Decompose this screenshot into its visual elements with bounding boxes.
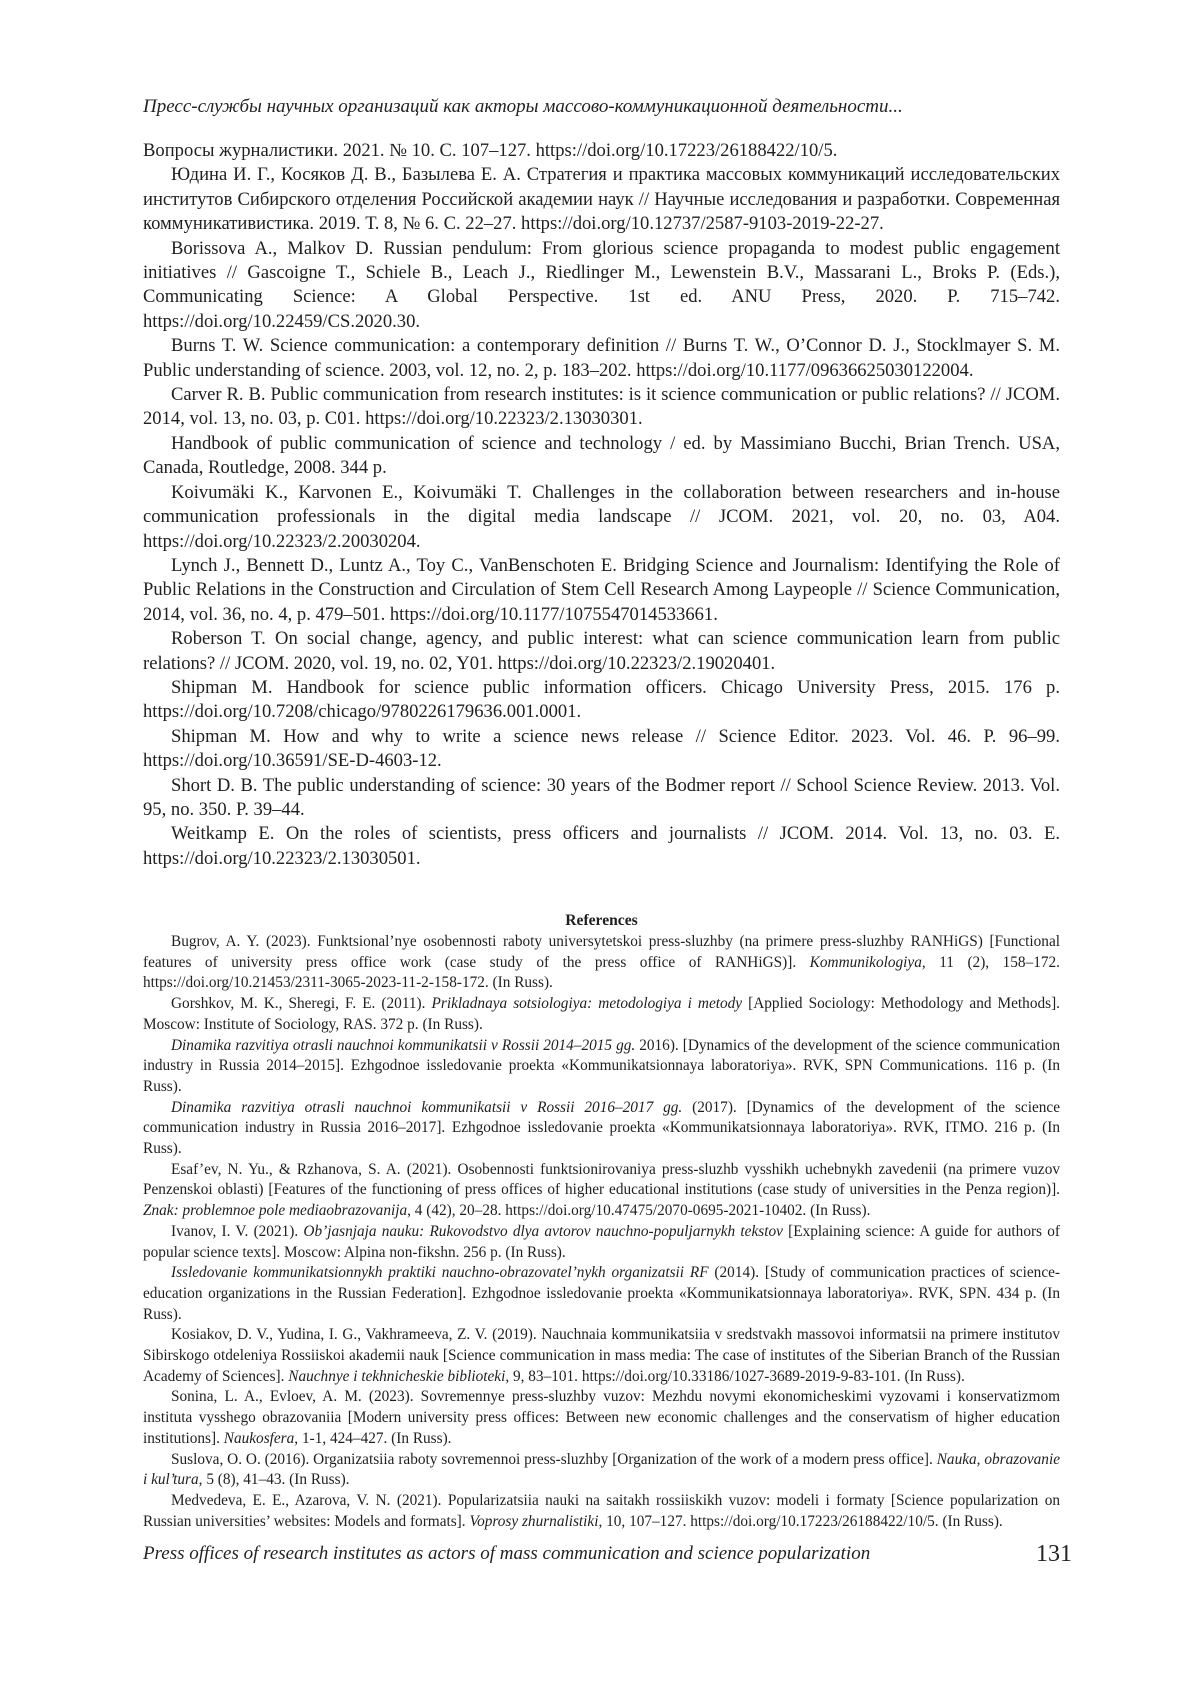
- reference-text: (2017). [Dynamics of the development of the science communication industry in Russia 2016–2017]. Ezhgodnoe issledovanie proekta «Kommunikatsionnaya laboratoriya». RVK, ITMO. 216 p. (In Russ).: [143, 1098, 1060, 1158]
- reference-text: , 10, 107–127. https://doi.org/10.17223/26188422/10/5. (In Russ).: [598, 1512, 1003, 1530]
- reference-text: [Applied Sociology: Methodology and Methods]. Moscow: Institute of Sociology, RAS. 372 p. (In Russ).: [143, 995, 1061, 1033]
- reference-text: Gorshkov, M. K., Sheregi, F. E. (2011).: [171, 995, 432, 1013]
- footer-title: Press offices of research institutes as actors of mass communication and science popularization: [143, 1543, 871, 1564]
- reference-text: Suslova, O. O. (2016). Organizatsiia raboty sovremennoi press-sluzhby [Organization of the work of a modern press office].: [171, 1450, 937, 1468]
- reference-text: Kosiakov, D. V., Yudina, I. G., Vakhrameeva, Z. V. (2019). Nauchnaia kommunikatsiia v sredstvakh massovoi informatsii na primere institutov Sibirskogo otdeleniya Rossiiskoi akademii nauk [Science communication in mass media: The case of institutes of the Siberian Branch of the Russian Academy of Sciences].: [143, 1326, 1060, 1385]
- reference-text: , 1-1, 424–427. (In Russ).: [294, 1429, 452, 1447]
- reference-text: (2014). [Study of communication practices of science-education organizations in the Russian Federation]. Ezhgodnoe issledovanie proekta «Kommunikatsionnaya laboratoriya». RVK, SPN. 434 p. (In Russ).: [143, 1264, 1060, 1323]
- reference-source-title: Dinamika razvitiya otrasli nauchnoi kommunikatsii v Rossii 2016–2017 gg.: [171, 1098, 683, 1116]
- bibliography-entry: Borissova A., Malkov D. Russian pendulum: From glorious science propaganda to modest public engagement initiatives // Gascoigne T., Schiele B., Leach J., Riedlinger M., Lewenstein B.V., Massarani L., Broks P. (Eds.), Communicating Science: A Global Perspective. 1st ed. ANU Press, 2020. P. 715–742. https://doi.org/10.22459/CS.2020.30.: [143, 237, 1060, 332]
- bibliography-entry: Koivumäki K., Karvonen E., Koivumäki T. Challenges in the collaboration between researchers and in-house communication professionals in the digital media landscape // JCOM. 2021, vol. 20, no. 03, A04. https://doi.org/10.22323/2.20030204.: [143, 481, 1060, 552]
- reference-text: Esaf’ev, N. Yu., & Rzhanova, S. A. (2021). Osobennosti funktsionirovaniya press-sluzhb vysshikh uchebnykh zavedenii (na primere vuzov Penzenskoi oblasti) [Features of the functioning of press offices of higher educational institutions (case study of universities in the Penza region)].: [143, 1160, 1060, 1199]
- reference-text: Bugrov, A. Y. (2023). Funktsional’nye osobennosti raboty universytetskoi press-sluzhby (na primere press-sluzhby RANHiGS) [Functional features of university press office work (case study of the press office of RANHiGS)].: [143, 933, 1060, 971]
- references-heading: References: [565, 912, 638, 929]
- running-header: Пресс-службы научных организаций как акторы массово-коммуникационной деятельности...: [143, 96, 903, 117]
- reference-entry: [143, 1036, 1060, 1098]
- bibliography-entry: Roberson T. On social change, agency, and public interest: what can science communication learn from public relations? // JCOM. 2020, vol. 19, no. 02, Y01. https://doi.org/10.22323/2.19020401.: [143, 628, 1060, 674]
- bibliography-entry: Carver R. B. Public communication from research institutes: is it science communication or public relations? // JCOM. 2014, vol. 13, no. 03, p. C01. https://doi.org/10.22323/2.13030301.: [143, 384, 1060, 430]
- reference-source-title: Naukosfera: [223, 1429, 295, 1447]
- reference-entry: [143, 1325, 1060, 1387]
- reference-source-title: Dinamika razvitiya otrasli nauchnoi kommunikatsii v Rossii 2014–2015 gg.: [171, 1036, 636, 1054]
- reference-text: [Explaining science: A guide for authors of popular science texts]. Moscow: Alpina non-fikshn. 256 p. (In Russ).: [143, 1222, 1060, 1261]
- bibliography-entry: Handbook of public communication of science and technology / ed. by Massimiano Bucchi, Brian Trench. USA, Canada, Routledge, 2008. 344 p.: [143, 432, 1060, 479]
- bibliography-entry: Юдина И. Г., Косяков Д. В., Базылева Е. А. Стратегия и практика массовых коммуникаций исследовательских институтов Сибирского отделения Российской академии наук // Научные исследования и разработки. Современная коммуникативистика. 2019. Т. 8, № 6. С. 22–27. https://doi.org/10.12737/2587-9103-2019-22-27.: [143, 164, 1060, 235]
- bibliography-entry: Weitkamp E. On the roles of scientists, press officers and journalists // JCOM. 2014. Vol. 13, no. 03. E. https://doi.org/10.22323/2.13030501.: [143, 823, 1060, 869]
- reference-source-title: Ob’jasnjaja nauku: Rukovodstvo dlya avtorov nauchno-populjarnykh tekstov: [303, 1222, 783, 1240]
- bibliography-list: [143, 139, 1060, 871]
- reference-source-title: Issledovanie kommunikatsionnykh praktiki nauchno-obrazovatel’nykh organizatsii RF: [171, 1264, 709, 1282]
- reference-source-title: Prikladnaya sotsiologiya: metodologiya i metody: [431, 995, 743, 1013]
- reference-entry: [143, 1222, 1060, 1263]
- reference-text: 2016). [Dynamics of the development of the science communication industry in Russia 2014–2015]. Ezhgodnoe issledovanie proekta «Kommunikatsionnaya laboratoriya». RVK, SPN Communications. 116 p. (In Russ).: [143, 1036, 1060, 1095]
- reference-entry: [143, 1160, 1060, 1222]
- reference-text: Ivanov, I. V. (2021).: [171, 1222, 304, 1240]
- reference-source-title: Voprosy zhurnalistiki: [469, 1512, 599, 1530]
- bibliography-entry: Shipman M. How and why to write a science news release // Science Editor. 2023. Vol. 46. P. 96–99. https://doi.org/10.36591/SE-D-4603-12.: [143, 725, 1060, 772]
- page-number: 131: [1036, 1541, 1072, 1567]
- references-list: [143, 932, 1060, 1532]
- reference-entry: [143, 994, 1060, 1035]
- reference-source-title: Nauka, obrazovanie i kul’tura: [143, 1450, 1060, 1489]
- reference-source-title: Nauchnye i tekhnicheskie biblioteki: [288, 1367, 506, 1385]
- bibliography-entry: Short D. B. The public understanding of science: 30 years of the Bodmer report // School Science Review. 2013. Vol. 95, no. 350. P. 39–44.: [143, 774, 1060, 820]
- reference-entry: [143, 1387, 1060, 1449]
- reference-source-title: Znak: problemnoe pole mediaobrazovanija: [143, 1202, 408, 1220]
- reference-text: , 9, 83–101. https://doi.org/10.33186/1027-3689-2019-9-83-101. (In Russ).: [505, 1367, 965, 1385]
- reference-text: , 11 (2), 158–172. https://doi.org/10.21453/2311-3065-2023-11-2-158-172. (In Russ).: [143, 953, 1060, 992]
- reference-text: Medvedeva, E. E., Azarova, V. N. (2021). Popularizatsiia nauki na saitakh rossiiskikh vuzov: modeli i formaty [Science popularization on Russian universities’ websites: Models and formats].: [143, 1491, 1060, 1530]
- reference-entry: [143, 932, 1060, 994]
- reference-entry: [143, 1491, 1060, 1532]
- bibliography-entry: Burns T. W. Science communication: a contemporary definition // Burns T. W., O’Connor D. J., Stocklmayer S. M. Public understanding of science. 2003, vol. 12, no. 2, p. 183–202. https://doi.org/10.1177/09636625030122004.: [143, 335, 1060, 381]
- bibliography-entry: Вопросы журналистики. 2021. № 10. С. 107–127. https://doi.org/10.17223/26188422/10/5.: [143, 140, 838, 161]
- reference-text: , 5 (8), 41–43. (In Russ).: [198, 1471, 350, 1489]
- bibliography-entry: Lynch J., Bennett D., Luntz A., Toy C., VanBenschoten E. Bridging Science and Journalism: Identifying the Role of Public Relations in the Construction and Circulation of Stem Cell Research Among Laypeople // Science Communication, 2014, vol. 36, no. 4, p. 479–501. https://doi.org/10.1177/1075547014533661.: [143, 554, 1060, 625]
- reference-entry: [143, 1263, 1060, 1325]
- reference-text: Sonina, L. A., Evloev, A. M. (2023). Sovremennye press-sluzhby vuzov: Mezhdu novymi ekonomicheskimi vyzovami i konservatizmom instituta vysshego obrazovaniia [Modern university press offices: Between new economic challenges and the conservatism of higher education institutions].: [143, 1388, 1060, 1447]
- reference-text: , 4 (42), 20–28. https://doi.org/10.47475/2070-0695-2021-10402. (In Russ).: [407, 1202, 871, 1220]
- reference-source-title: Kommunikologiya: [809, 953, 922, 971]
- reference-entry: [143, 1098, 1060, 1160]
- bibliography-entry: Shipman M. Handbook for science public information officers. Chicago University Press, 2015. 176 p. https://doi.org/10.7208/chicago/9780226179636.001.0001.: [143, 676, 1060, 723]
- reference-entry: [143, 1450, 1060, 1491]
